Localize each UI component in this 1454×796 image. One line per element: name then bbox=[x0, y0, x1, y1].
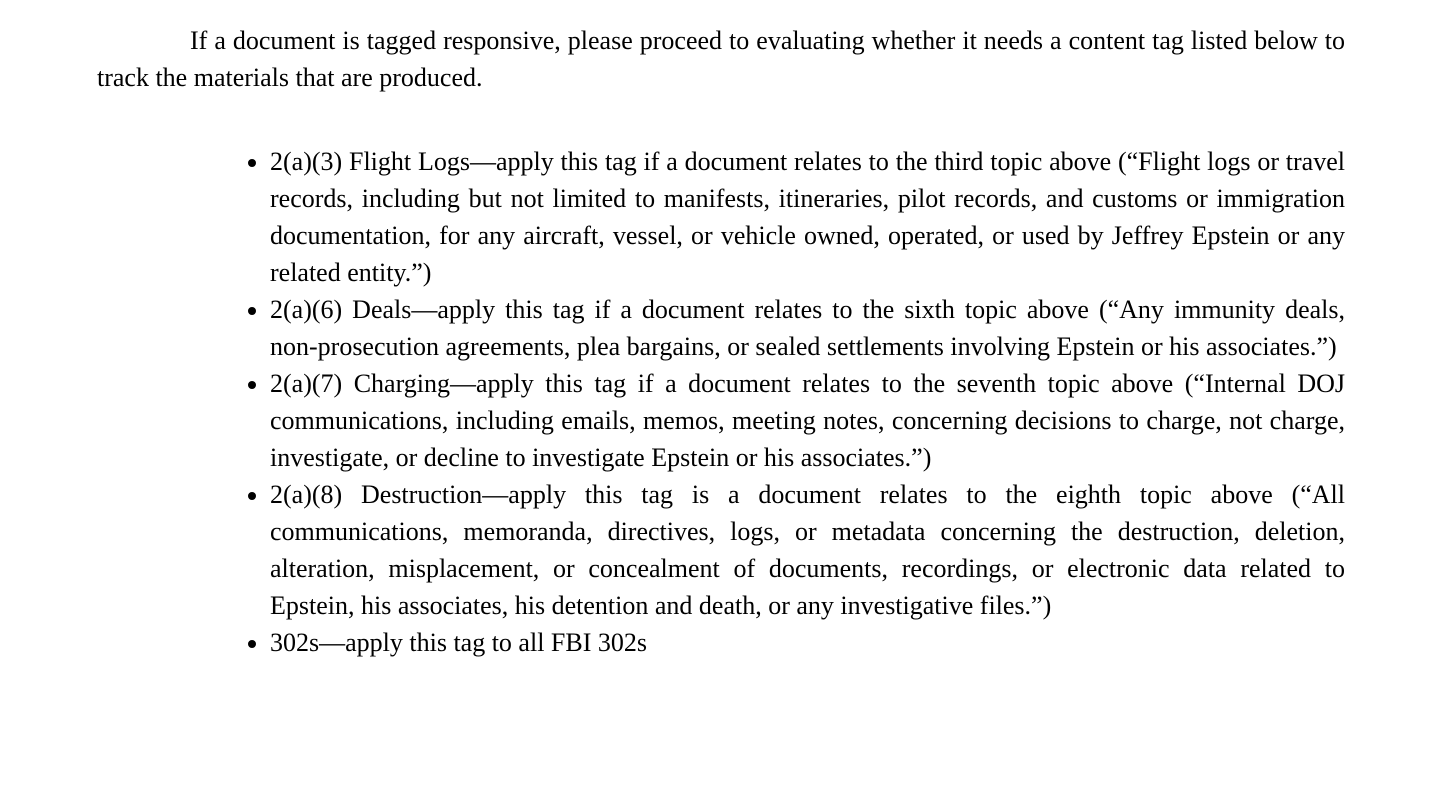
content-tag-bullet-list bbox=[240, 143, 1345, 661]
bullet-item-flight-logs: • 2(a)(3) Flight Logs—apply this tag if a document relates to the third topic above (“Flight logs or travel records, including but not limited to manifests, itineraries, pilot records, and customs or immigration documentation, for any aircraft, vessel, or vehicle owned, operated, or used by Jeffrey Epstein or any related entity.”) bbox=[270, 143, 1345, 291]
bullet-item-deals: • 2(a)(6) Deals—apply this tag if a document relates to the sixth topic above (“Any immunity deals, non-prosecution agreements, plea bargains, or sealed settlements involving Epstein or his associates.”) bbox=[270, 291, 1345, 365]
bullet-item-destruction: • 2(a)(8) Destruction—apply this tag is a document relates to the eighth topic above (“All communications, memoranda, directives, logs, or metadata concerning the destruction, deletion, alteration, misplacement, or concealment of documents, recordings, or electronic data related to Epstein, his associates, his detention and death, or any investigative files.”) bbox=[270, 476, 1345, 624]
intro-paragraph: If a document is tagged responsive, please proceed to evaluating whether it needs a content tag listed below to track the materials that are produced. bbox=[97, 26, 1345, 92]
bullet-item-302s: • 302s—apply this tag to all FBI 302s bbox=[270, 624, 1345, 661]
bullet-item-charging: • 2(a)(7) Charging—apply this tag if a document relates to the seventh topic above (“Internal DOJ communications, including emails, memos, meeting notes, concerning decisions to charge, not charge, investigate, or decline to investigate Epstein or his associates.”) bbox=[270, 365, 1345, 476]
